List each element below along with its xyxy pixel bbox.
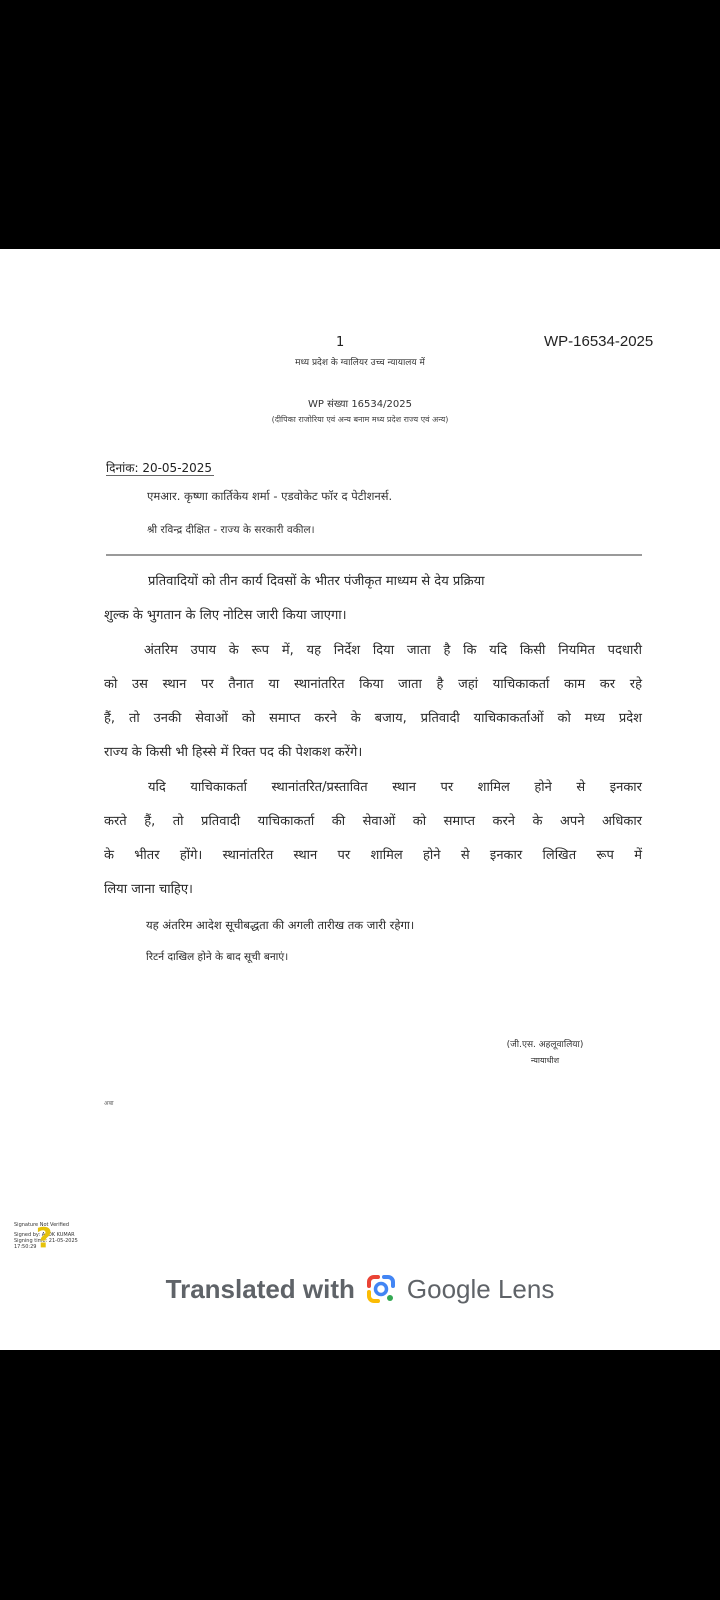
paragraph-line: करते हैं, तो प्रतिवादी याचिकाकर्ता की सेवाओं को समाप्त करने के अपने अधिकार: [104, 814, 642, 829]
page-number: 1: [336, 335, 345, 350]
order-date: दिनांक: 20-05-2025: [106, 461, 213, 475]
divider-rule: [106, 554, 642, 556]
unverified-question-icon: ?: [36, 1221, 53, 1254]
paragraph-line: शुल्क के भुगतान के लिए नोटिस जारी किया जाएगा।: [104, 608, 347, 623]
footer-prefix: Translated with: [165, 1273, 355, 1304]
paragraph-line: राज्य के किसी भी हिस्से में रिक्त पद की पेशकश करेंगे।: [104, 745, 363, 760]
court-heading: मध्य प्रदेश के ग्वालियर उच्च न्यायालय में: [295, 358, 425, 368]
signature-clock: 17:50:29: [14, 1244, 37, 1250]
return-list-line: रिटर्न दाखिल होने के बाद सूची बनाएं।: [146, 951, 289, 963]
date-underline: [106, 475, 214, 476]
paragraph-line: हैं, तो उनकी सेवाओं को समाप्त करने के बजाय, प्रतिवादी याचिकाकर्ताओं को मध्य प्रदेश: [104, 711, 642, 726]
paragraph-line: के भीतर होंगे। स्थानांतरित स्थान पर शामिल होने से इनकार लिखित रूप में: [104, 848, 642, 863]
judge-designation: न्यायाधीश: [530, 1056, 560, 1065]
case-parties: (दीपिका राजोरिया एवं अन्य बनाम मध्य प्रदेश राज्य एवं अन्य): [271, 415, 449, 424]
signature-signer: Signed by: ALOK KUMAR: [14, 1232, 75, 1238]
document-page: [0, 249, 720, 1350]
counsel-petitioner: एमआर. कृष्णा कार्तिकेय शर्मा - एडवोकेट फॉर द पेटीशनर्स.: [147, 489, 393, 503]
translation-footer: [0, 1269, 720, 1309]
paragraph-line: प्रतिवादियों को तीन कार्य दिवसों के भीतर पंजीकृत माध्यम से देय प्रक्रिया: [148, 574, 485, 589]
judge-name: (जी.एस. अहलूवालिया): [506, 1040, 584, 1050]
paragraph-line: यदि याचिकाकर्ता स्थानांतरित/प्रस्तावित स्थान पर शामिल होने से इनकार: [148, 780, 642, 795]
signature-time: Signing time: 21-05-2025: [14, 1238, 78, 1244]
signature-status: Signature Not Verified: [14, 1222, 70, 1228]
initials: अबा: [104, 1100, 114, 1107]
wp-number: WP संख्या 16534/2025: [308, 399, 412, 410]
paragraph-line: अंतरिम उपाय के रूप में, यह निर्देश दिया जाता है कि यदि किसी नियमित पदधारी: [144, 643, 642, 658]
case-reference: WP-16534-2025: [544, 333, 654, 350]
paragraph-line: को उस स्थान पर तैनात या स्थानांतरित किया जाता है जहां याचिकाकर्ता काम कर रहे: [104, 677, 642, 692]
google-lens-icon: [365, 1273, 397, 1305]
footer-brand: Google Lens: [406, 1273, 555, 1304]
digital-signature-block: [14, 1222, 104, 1250]
interim-order-line: यह अंतरिम आदेश सूचीबद्धता की अगली तारीख तक जारी रहेगा।: [146, 918, 415, 932]
paragraph-line: लिया जाना चाहिए।: [104, 882, 193, 897]
counsel-state: श्री रविन्द्र दीक्षित - राज्य के सरकारी वकील।: [147, 524, 315, 536]
